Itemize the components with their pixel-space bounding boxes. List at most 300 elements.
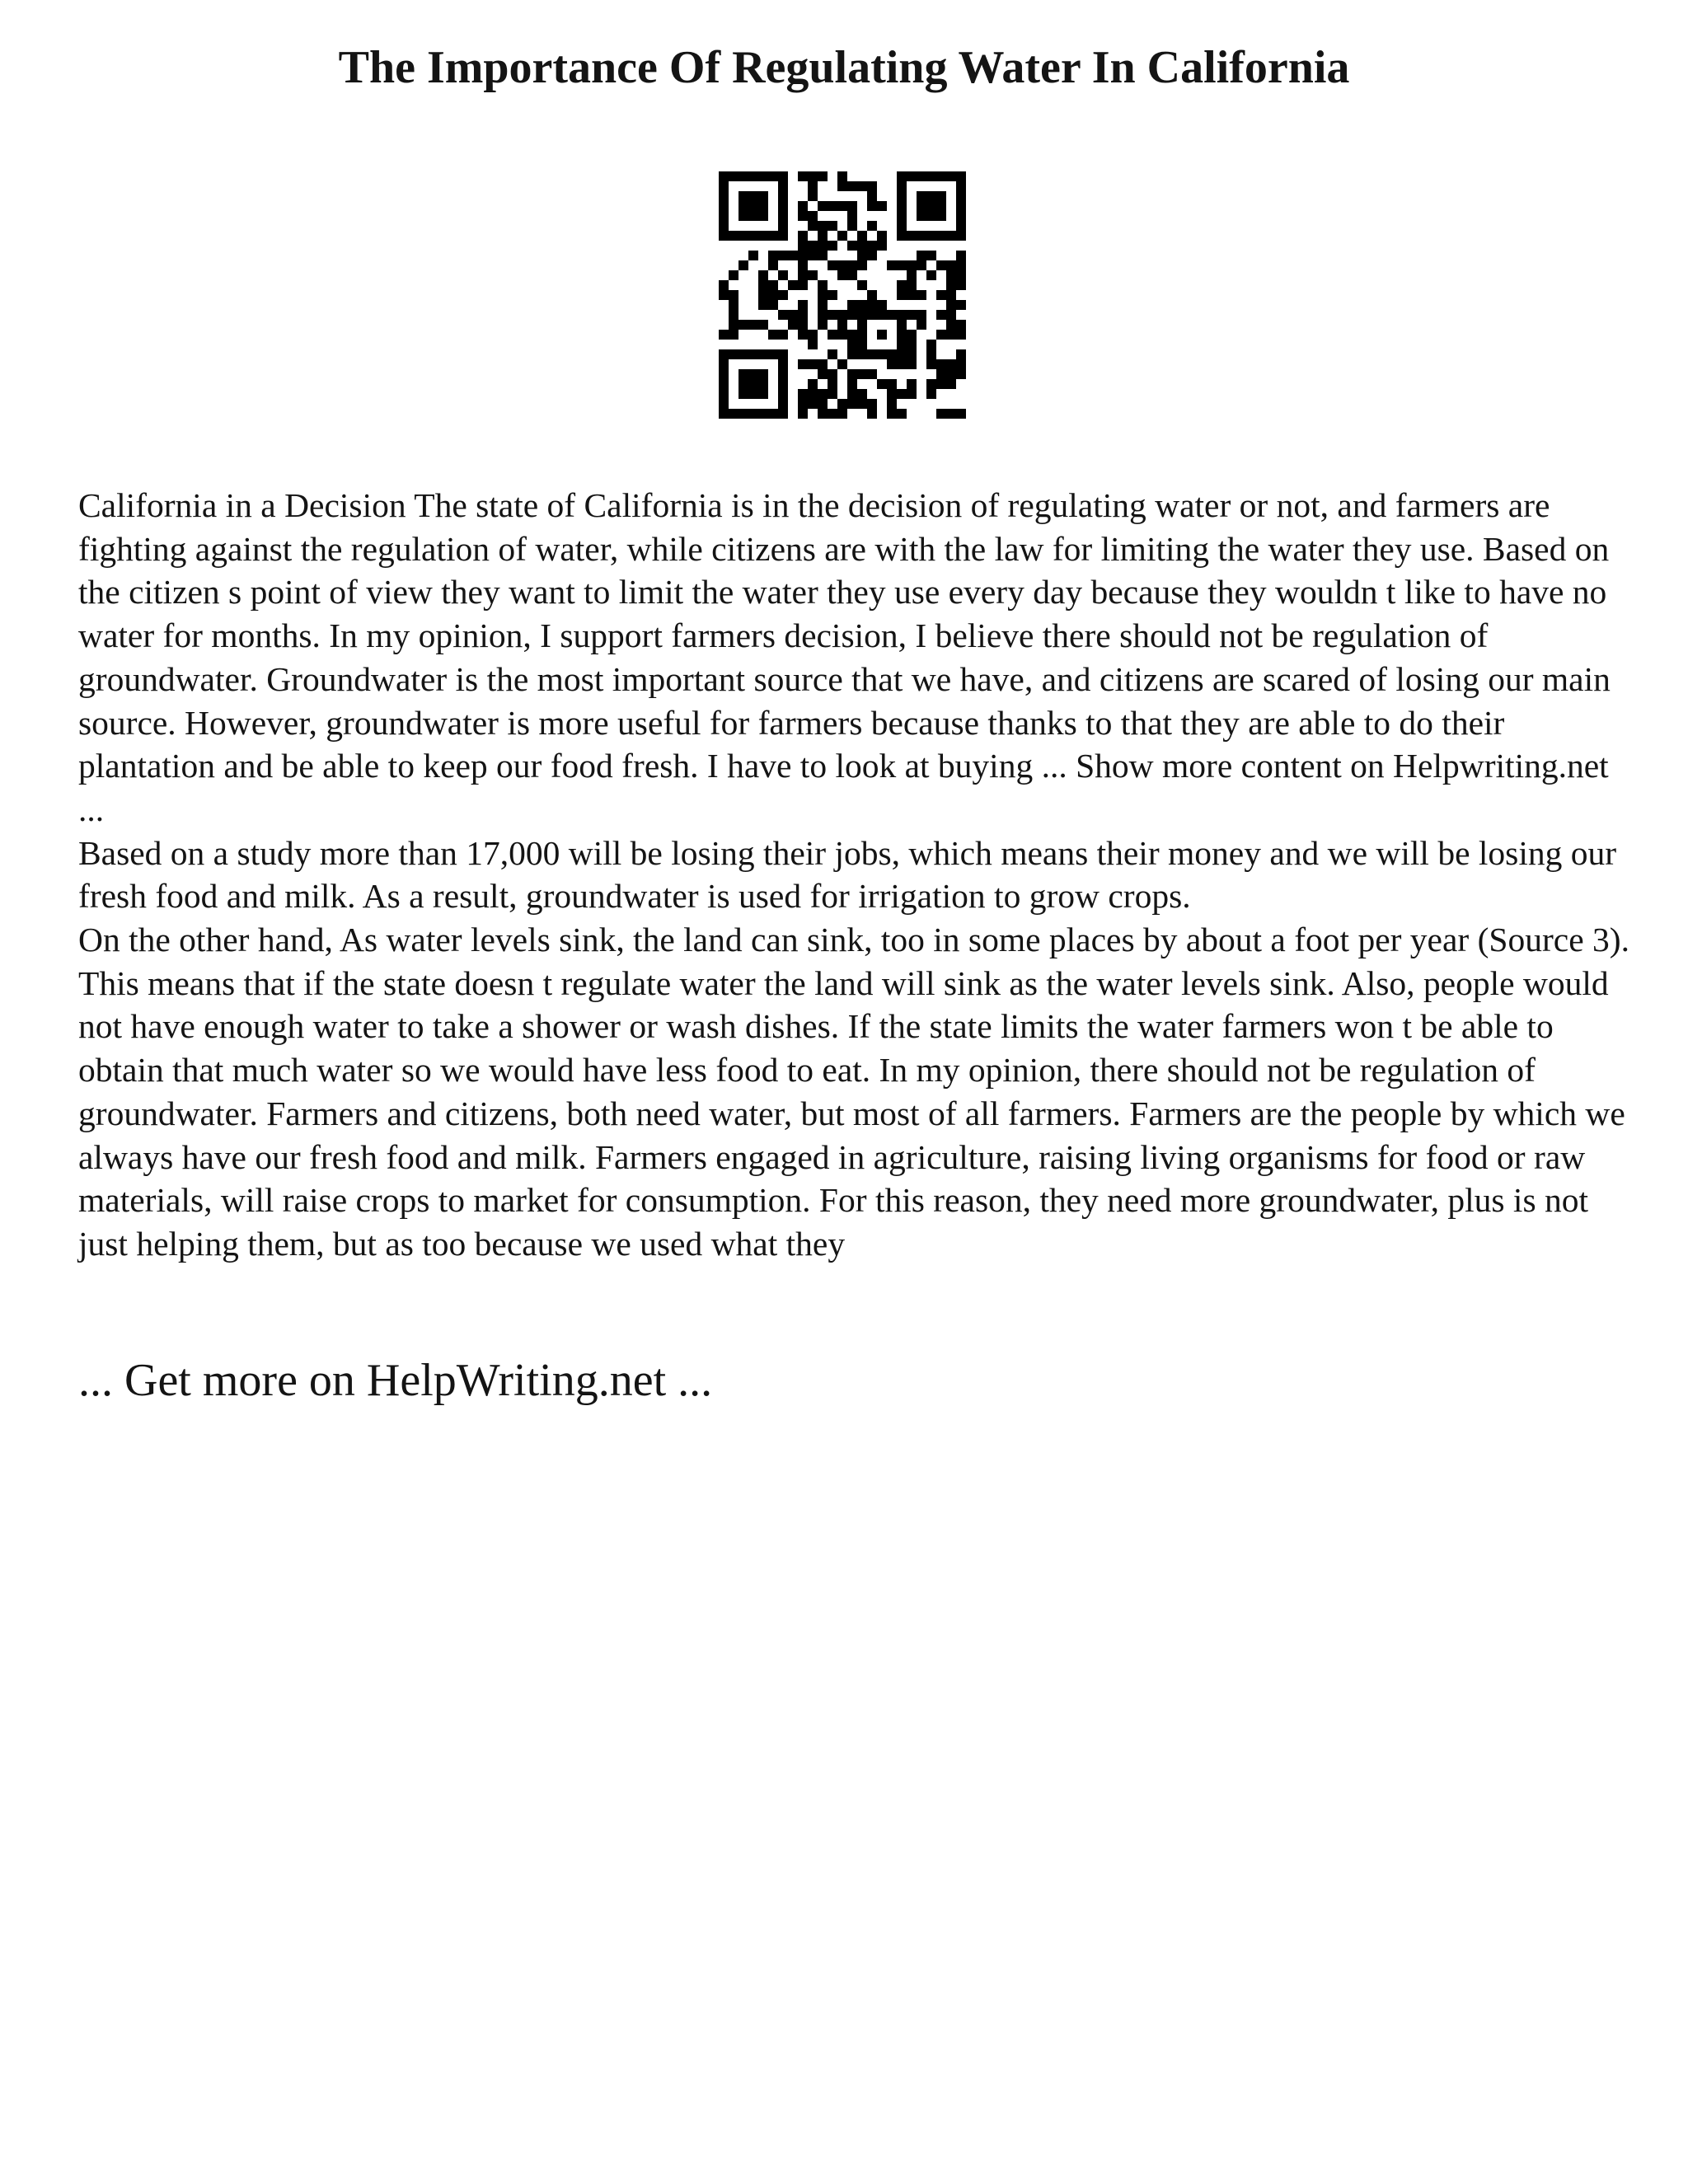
qr-module [828,409,837,419]
qr-module [847,211,857,221]
qr-module [748,349,758,359]
qr-module [719,181,729,191]
qr-module [778,201,788,211]
qr-module [818,290,828,300]
qr-module [956,369,966,379]
qr-module [758,231,768,241]
qr-module [768,251,778,260]
qr-module [956,280,966,290]
qr-module [867,221,877,231]
qr-module [818,241,828,251]
qr-module [887,379,897,389]
qr-module [847,181,857,191]
qr-module [719,191,729,201]
qr-module [818,171,828,181]
qr-module [748,231,758,241]
qr-module [887,409,897,419]
qr-module [946,231,956,241]
qr-module [719,231,729,241]
qr-module [808,379,818,389]
qr-module [907,389,917,399]
qr-code-graphic [719,171,966,419]
qr-module [808,251,818,260]
qr-module [936,231,946,241]
qr-module [768,231,778,241]
qr-module [857,369,867,379]
qr-module [788,310,798,320]
qr-module [956,221,966,231]
qr-module [758,290,768,300]
qr-module [738,260,748,270]
qr-module [946,369,956,379]
qr-module [758,409,768,419]
qr-module [837,231,847,241]
qr-module [867,251,877,260]
qr-module [798,201,808,211]
qr-module [748,211,758,221]
qr-module [897,221,907,231]
qr-module [808,270,818,280]
qr-module [936,191,946,201]
qr-module [887,389,897,399]
qr-module [907,270,917,280]
qr-module [956,181,966,191]
qr-module [818,389,828,399]
qr-module [877,300,887,310]
qr-module [808,221,818,231]
qr-module [917,201,926,211]
qr-module [798,280,808,290]
qr-module [828,221,837,231]
qr-module [946,260,956,270]
qr-module [847,330,857,340]
qr-module [808,340,818,349]
qr-module [946,359,956,369]
qr-module [857,231,867,241]
qr-module [748,409,758,419]
qr-module [897,389,907,399]
qr-module [857,280,867,290]
qr-module [778,211,788,221]
qr-module [946,409,956,419]
qr-module [897,290,907,300]
qr-module [828,241,837,251]
qr-module [748,379,758,389]
qr-module [828,260,837,270]
qr-module [729,409,738,419]
qr-module [867,181,877,191]
qr-module [748,191,758,201]
qr-module [907,260,917,270]
qr-module [847,310,857,320]
qr-module [778,359,788,369]
qr-module [946,300,956,310]
qr-module [936,260,946,270]
qr-module [956,409,966,419]
qr-module [778,409,788,419]
qr-module [768,330,778,340]
qr-module [798,260,808,270]
qr-module [837,409,847,419]
qr-module [907,330,917,340]
qr-module [758,280,768,290]
qr-module [738,389,748,399]
qr-module [897,340,907,349]
qr-module [758,270,768,280]
qr-module [738,409,748,419]
qr-module [719,201,729,211]
qr-module [936,359,946,369]
qr-module [738,379,748,389]
qr-module [719,330,729,340]
qr-module [798,310,808,320]
qr-module [758,369,768,379]
qr-module [926,211,936,221]
qr-module [837,399,847,409]
qr-module [926,359,936,369]
qr-module [729,171,738,181]
qr-module [897,280,907,290]
qr-module [828,290,837,300]
qr-module [818,231,828,241]
qr-module [768,260,778,270]
qr-module [877,330,887,340]
qr-module [926,389,936,399]
qr-module [758,171,768,181]
qr-module [897,330,907,340]
qr-module [926,270,936,280]
qr-module [729,310,738,320]
qr-module [818,221,828,231]
qr-module [778,310,788,320]
qr-module [936,379,946,389]
qr-module [778,181,788,191]
qr-module [758,320,768,330]
qr-module [798,211,808,221]
qr-module [847,379,857,389]
qr-module [808,171,818,181]
qr-module [936,211,946,221]
qr-module [917,211,926,221]
qr-module [719,399,729,409]
qr-module [857,349,867,359]
qr-module [897,320,907,330]
qr-module [729,320,738,330]
qr-module [897,310,907,320]
qr-module [818,300,828,310]
qr-module [719,290,729,300]
qr-module [946,379,956,389]
qr-module [897,171,907,181]
qr-module [857,310,867,320]
qr-module [768,280,778,290]
qr-module [917,290,926,300]
qr-module [907,290,917,300]
qr-module [719,379,729,389]
qr-module [768,290,778,300]
qr-module [897,231,907,241]
qr-module [867,191,877,201]
qr-module [758,349,768,359]
qr-module [956,201,966,211]
qr-module [828,201,837,211]
qr-module [867,201,877,211]
qr-module [738,191,748,201]
qr-module [867,399,877,409]
qr-module [877,231,887,241]
qr-module [926,171,936,181]
qr-module [907,310,917,320]
qr-module [857,300,867,310]
qr-module [837,359,847,369]
qr-module [828,310,837,320]
qr-module [798,241,808,251]
qr-module [897,201,907,211]
qr-module [857,320,867,330]
qr-module [719,280,729,290]
qr-module [956,171,966,181]
qr-module [867,300,877,310]
qr-module [778,191,788,201]
qr-module [887,260,897,270]
qr-module [847,349,857,359]
qr-module [798,251,808,260]
qr-module [798,399,808,409]
qr-module [729,300,738,310]
qr-module [907,280,917,290]
qr-module [956,191,966,201]
qr-module [808,399,818,409]
qr-module [917,310,926,320]
qr-module [758,191,768,201]
qr-module [808,330,818,340]
qr-module [818,369,828,379]
qr-module [936,201,946,211]
qr-module [847,340,857,349]
qr-module [719,171,729,181]
qr-module [847,270,857,280]
qr-module [926,251,936,260]
qr-module [887,310,897,320]
qr-module [907,231,917,241]
qr-module [837,171,847,181]
qr-module [926,201,936,211]
qr-module [857,399,867,409]
qr-module [837,260,847,270]
qr-module [907,379,917,389]
qr-module [798,300,808,310]
qr-module [818,399,828,409]
qr-module [828,369,837,379]
qr-module [917,191,926,201]
get-more-link[interactable]: ... Get more on HelpWriting.net ... [78,1355,713,1406]
qr-module [798,270,808,280]
qr-module [887,399,897,409]
qr-module [857,241,867,251]
qr-module [907,349,917,359]
qr-module [748,320,758,330]
qr-module [828,379,837,389]
qr-module [778,379,788,389]
qr-module [798,320,808,330]
qr-module [956,260,966,270]
qr-module [847,399,857,409]
paragraph-2: Based on a study more than 17,000 will be losing their jobs, which means their money and we will be losing our fresh food and milk. As a result, groundwater is used for irrigation to grow crops. [78,833,1617,916]
qr-module [798,409,808,419]
qr-module [719,221,729,231]
qr-module [719,369,729,379]
qr-module [768,171,778,181]
qr-module [719,389,729,399]
qr-module [936,409,946,419]
qr-module [798,359,808,369]
qr-module [818,409,828,419]
qr-module [738,320,748,330]
qr-module [946,280,956,290]
qr-module [956,300,966,310]
qr-module [738,201,748,211]
qr-module [926,231,936,241]
qr-module [778,389,788,399]
qr-module [877,201,887,211]
qr-module [917,260,926,270]
qr-module [867,290,877,300]
qr-module [778,231,788,241]
qr-module [818,310,828,320]
qr-module [897,211,907,221]
qr-module [867,349,877,359]
qr-module [857,251,867,260]
qr-module [828,389,837,399]
qr-module [946,310,956,320]
qr-module [956,359,966,369]
qr-module [946,320,956,330]
qr-module [738,171,748,181]
qr-module [877,379,887,389]
qr-module [946,330,956,340]
qr-module [946,171,956,181]
qr-module [738,369,748,379]
qr-module [798,389,808,399]
qr-module [936,290,946,300]
document-title: The Importance Of Regulating Water In California [338,42,1350,93]
paragraph-1: California in a Decision The state of California is in the decision of regulating water or not, and farmers are fighting against the regulation of water, while citizens are with the law for limiting the water they use. Based on the citizen s point of view they want to limit the water they use every day because they wouldn t like to have no water for months. In my opinion, I support farmers decision, I believe there should not be regulation of groundwater. Groundwater is the most important source that we have, and citizens are scared of losing our main source. However, groundwater is more useful for farmers because thanks to that they are able to do their plantation and be able to keep our food fresh. I have to look at buying ... Show more content on Helpwriting.net ... [78,486,1611,828]
qr-module [956,330,966,340]
qr-module [818,280,828,290]
qr-module [907,171,917,181]
qr-module [867,241,877,251]
qr-module [828,330,837,340]
qr-module [778,270,788,280]
qr-module [837,201,847,211]
qr-module [897,181,907,191]
qr-module [897,191,907,201]
qr-module [748,201,758,211]
qr-module [837,330,847,340]
qr-module [788,280,798,290]
qr-module [778,290,788,300]
qr-module [729,349,738,359]
qr-module [798,330,808,340]
qr-module [847,241,857,251]
qr-module [818,320,828,330]
qr-module [808,191,818,201]
qr-module [758,379,768,389]
qr-module [956,211,966,221]
qr-module [778,171,788,181]
qr-module [778,221,788,231]
qr-module [808,359,818,369]
qr-module [887,359,897,369]
qr-module [798,231,808,241]
qr-module [808,181,818,191]
qr-module [867,409,877,419]
qr-module [738,349,748,359]
qr-module [778,330,788,340]
qr-module [818,201,828,211]
qr-module [877,310,887,320]
qr-module [917,231,926,241]
qr-module [847,201,857,211]
qr-module [847,300,857,310]
qr-module [936,310,946,320]
qr-module [719,359,729,369]
qr-module [897,260,907,270]
qr-module [867,310,877,320]
qr-module [738,231,748,241]
qr-module [926,379,936,389]
qr-module [926,340,936,349]
qr-module [877,349,887,359]
qr-module [926,349,936,359]
paragraph-3: On the other hand, As water levels sink, the land can sink, too in some places by about a foot per year (Source 3). This means that if the state doesn t regulate water the land will sink as the water levels sink. Also, people would not have enough water to take a shower or wash dishes. If the state limits the water farmers won t be able to obtain that much water so we would have less food to eat. In my opinion, there should not be regulation of groundwater. Farmers and citizens, both need water, but most of all farmers. Farmers are the people by which we always have our fresh food and milk. Farmers engaged in agriculture, raising living organisms for food or raw materials, will raise crops to market for consumption. For this reason, they need more groundwater, plus is not just helping them, but as too because we used what they [78,921,1629,1263]
qr-module [748,171,758,181]
qr-module [778,349,788,359]
qr-module [956,320,966,330]
qr-module [857,181,867,191]
qr-module [837,310,847,320]
qr-module [729,270,738,280]
qr-module [778,369,788,379]
qr-module [857,330,867,340]
qr-module [936,330,946,340]
qr-module [729,290,738,300]
qr-module [758,300,768,310]
qr-module [956,270,966,280]
qr-module [847,369,857,379]
qr-module [808,211,818,221]
qr-module [768,349,778,359]
qr-module [956,349,966,359]
qr-module [956,231,966,241]
qr-module [897,349,907,359]
qr-module [818,251,828,260]
qr-module [917,320,926,330]
qr-module [877,241,887,251]
qr-module [729,231,738,241]
qr-module [847,221,857,231]
qr-module [907,340,917,349]
qr-module [818,359,828,369]
qr-module [778,399,788,409]
qr-module [768,300,778,310]
qr-module [738,211,748,221]
qr-module [956,251,966,260]
qr-module [788,251,798,260]
document-body [78,484,1636,1266]
qr-module [828,349,837,359]
qr-module [946,290,956,300]
